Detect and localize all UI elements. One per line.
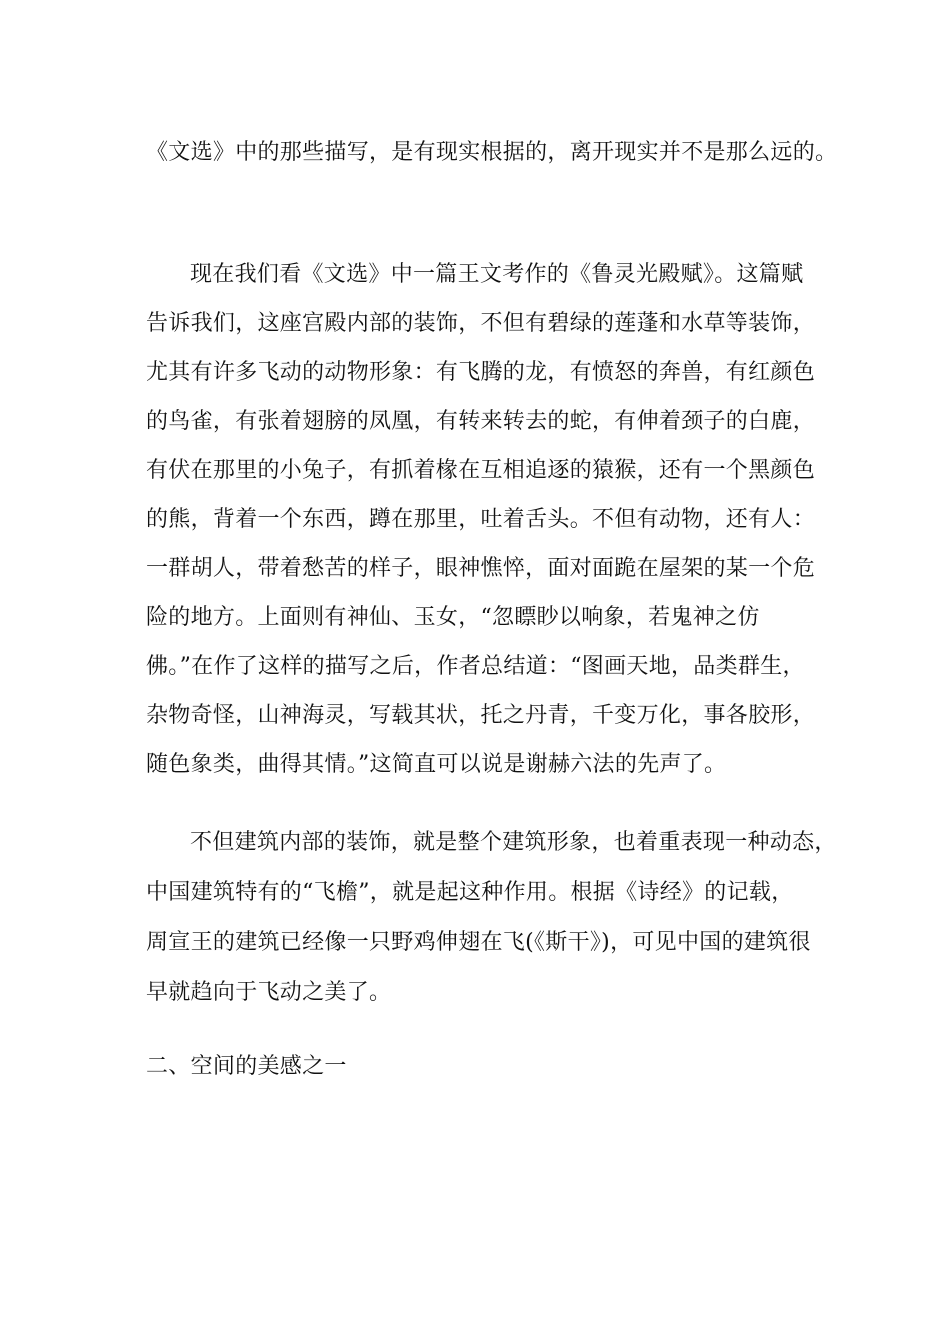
text-line: 的熊，背着一个东西，蹲在那里，吐着舌头。不但有动物，还有人：	[146, 507, 816, 532]
text-line: 险的地方。上面则有神仙、玉女，“忽瞟眇以响象，若鬼神之仿	[146, 605, 760, 630]
text-line: 现在我们看《文选》中一篇王文考作的《鲁灵光殿赋》。这篇赋	[190, 262, 804, 287]
text-line: 告诉我们，这座宫殿内部的装饰，不但有碧绿的莲蓬和水草等装饰，	[146, 311, 816, 336]
text-line: 一群胡人，带着愁苦的样子，眼神憔悴，面对面跪在屋架的某一个危	[146, 556, 816, 581]
text-line: 周宣王的建筑已经像一只野鸡伸翅在飞(《斯干》)，可见中国的建筑很	[146, 930, 811, 955]
section-heading: 二、空间的美感之一	[146, 1054, 347, 1079]
text-line: 杂物奇怪，山神海灵，写载其状，托之丹青，千变万化，事各胶形，	[146, 703, 816, 728]
text-line: 随色象类，曲得其情。”这简直可以说是谢赫六法的先声了。	[146, 752, 727, 777]
text-line: 中国建筑特有的“飞檐”，就是起这种作用。根据《诗经》的记载，	[146, 880, 794, 905]
text-line: 有伏在那里的小兔子，有抓着椽在互相追逐的猿猴，还有一个黑颜色	[146, 458, 816, 483]
text-line: 尤其有许多飞动的动物形象：有飞腾的龙，有愤怒的奔兽，有红颜色	[146, 360, 816, 385]
text-line: 不但建筑内部的装饰，就是整个建筑形象，也着重表现一种动态，	[190, 830, 837, 855]
text-line: 早就趋向于飞动之美了。	[146, 980, 392, 1005]
text-line: 《文选》中的那些描写，是有现实根据的，离开现实并不是那么远的。	[146, 140, 838, 165]
text-line: 的鸟雀，有张着翅膀的凤凰，有转来转去的蛇，有伸着颈子的白鹿，	[146, 409, 816, 434]
text-line: 佛。”在作了这样的描写之后，作者总结道：“图画天地，品类群生，	[146, 654, 805, 679]
